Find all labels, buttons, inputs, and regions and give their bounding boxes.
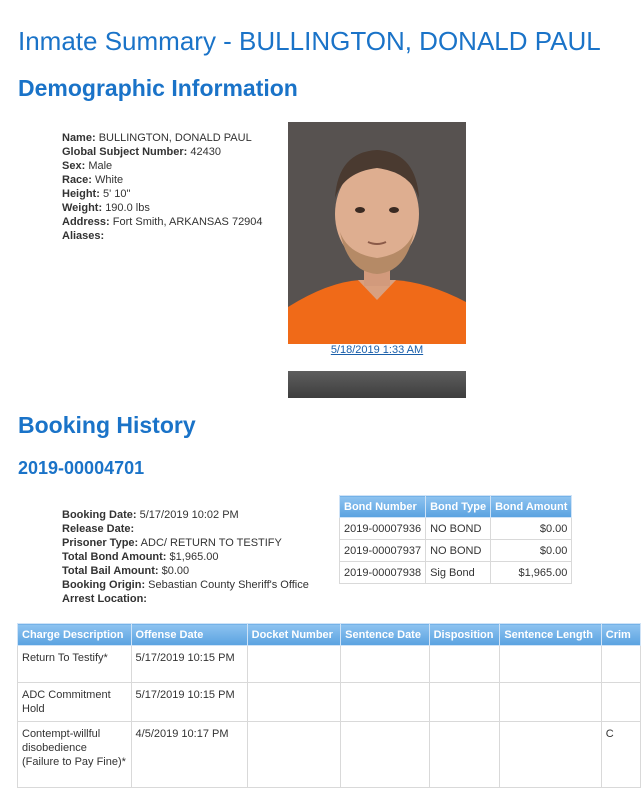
address-row	[62, 215, 263, 229]
booking-date-value: 5/17/2019 10:02 PM	[139, 509, 239, 521]
weight-row	[62, 201, 263, 215]
bond-type-cell: NO BOND	[426, 540, 491, 562]
table-row	[340, 518, 572, 540]
bond-header-row	[340, 496, 572, 518]
field-label: Address:	[62, 216, 110, 228]
booking-details	[62, 508, 309, 606]
charges-table	[17, 623, 641, 788]
bond-table	[339, 495, 572, 584]
disposition-cell	[429, 683, 500, 722]
booking-date-row	[62, 508, 309, 522]
page-title: Inmate Summary - BULLINGTON, DONALD PAUL	[18, 26, 601, 56]
crime-class-cell	[601, 683, 640, 722]
table-row	[18, 722, 641, 788]
sex-row	[62, 159, 263, 173]
prisoner-type-row	[62, 536, 309, 550]
address-value: Fort Smith, ARKANSAS 72904	[112, 216, 263, 228]
field-label: Booking Date:	[62, 509, 137, 521]
race-row	[62, 173, 263, 187]
sentence-length-cell	[500, 646, 601, 683]
offense-date-header[interactable]: Offense Date	[131, 624, 247, 646]
total-bail-row	[62, 564, 309, 578]
name-row	[62, 131, 263, 145]
sentence-length-header[interactable]: Sentence Length	[500, 624, 601, 646]
bond-number-cell: 2019-00007937	[340, 540, 426, 562]
aliases-row	[62, 229, 263, 243]
disposition-header[interactable]: Disposition	[429, 624, 500, 646]
table-row	[340, 540, 572, 562]
field-label: Sex:	[62, 160, 86, 172]
charge-description-header[interactable]: Charge Description	[18, 624, 132, 646]
booking-history-heading: Booking History	[18, 412, 196, 438]
sentence-length-cell	[500, 683, 601, 722]
sentence-date-header[interactable]: Sentence Date	[341, 624, 429, 646]
sentence-length-cell	[500, 722, 601, 788]
field-label: Booking Origin:	[62, 579, 146, 591]
bond-number-header[interactable]: Bond Number	[340, 496, 426, 518]
sentence-date-cell	[341, 683, 429, 722]
offense-date-cell: 5/17/2019 10:15 PM	[131, 683, 247, 722]
charges-header-row	[18, 624, 641, 646]
subject-number-value: 42430	[190, 146, 221, 158]
table-row	[340, 562, 572, 584]
field-label: Arrest Location:	[62, 593, 147, 605]
booking-origin-value: Sebastian County Sheriff's Office	[148, 579, 309, 591]
charge-description-cell: Return To Testify*	[18, 646, 132, 683]
arrest-location-row	[62, 592, 309, 606]
field-label: Height:	[62, 188, 100, 200]
total-bail-value: $0.00	[161, 565, 190, 577]
offense-date-cell: 4/5/2019 10:17 PM	[131, 722, 247, 788]
sex-value: Male	[88, 160, 113, 172]
docket-number-cell	[247, 722, 341, 788]
field-label: Aliases:	[62, 230, 105, 242]
charge-description-cell: ADC Commitment Hold	[18, 683, 132, 722]
total-bond-row	[62, 550, 309, 564]
name-value: BULLINGTON, DONALD PAUL	[98, 132, 252, 144]
docket-number-cell	[247, 646, 341, 683]
demographic-details	[62, 131, 263, 243]
crime-class-header[interactable]: Crim	[601, 624, 640, 646]
disposition-cell	[429, 646, 500, 683]
crime-class-cell	[601, 646, 640, 683]
bond-number-cell: 2019-00007936	[340, 518, 426, 540]
table-row	[18, 683, 641, 722]
weight-value: 190.0 lbs	[105, 202, 150, 214]
field-label: Name:	[62, 132, 96, 144]
field-label: Weight:	[62, 202, 103, 214]
table-row	[18, 646, 641, 683]
height-value: 5' 10"	[102, 188, 131, 200]
photo-date-link[interactable]: 5/18/2019 1:33 AM	[330, 344, 424, 356]
bond-type-cell: NO BOND	[426, 518, 491, 540]
field-label: Total Bail Amount:	[62, 565, 159, 577]
total-bond-value: $1,965.00	[169, 551, 219, 563]
mugshot-photo[interactable]	[288, 122, 466, 344]
sentence-date-cell	[341, 722, 429, 788]
booking-number: 2019-00004701	[18, 458, 145, 478]
field-label: Total Bond Amount:	[62, 551, 167, 563]
prisoner-type-value: ADC/ RETURN TO TESTIFY	[140, 537, 282, 549]
bond-type-cell: Sig Bond	[426, 562, 491, 584]
field-label: Release Date:	[62, 523, 135, 535]
bond-type-header[interactable]: Bond Type	[426, 496, 491, 518]
bond-amount-cell: $0.00	[491, 540, 572, 562]
charge-description-cell: Contempt-willful disobedience (Failure to Pay Fine)*	[18, 722, 132, 788]
field-label: Race:	[62, 174, 92, 186]
docket-number-cell	[247, 683, 341, 722]
bond-amount-cell: $1,965.00	[491, 562, 572, 584]
field-label: Prisoner Type:	[62, 537, 139, 549]
race-value: White	[95, 174, 124, 186]
demographic-heading: Demographic Information	[18, 75, 298, 101]
mugshot-illustration	[288, 122, 466, 344]
docket-number-header[interactable]: Docket Number	[247, 624, 341, 646]
booking-origin-row	[62, 578, 309, 592]
bond-number-cell: 2019-00007938	[340, 562, 426, 584]
bond-amount-header[interactable]: Bond Amount	[491, 496, 572, 518]
crime-class-cell: C	[601, 722, 640, 788]
bond-amount-cell: $0.00	[491, 518, 572, 540]
sentence-date-cell	[341, 646, 429, 683]
offense-date-cell: 5/17/2019 10:15 PM	[131, 646, 247, 683]
disposition-cell	[429, 722, 500, 788]
subject-number-row	[62, 145, 263, 159]
field-label: Global Subject Number:	[62, 146, 188, 158]
release-date-row	[62, 522, 309, 536]
photo-thumbnail-strip[interactable]	[288, 371, 466, 398]
height-row	[62, 187, 263, 201]
